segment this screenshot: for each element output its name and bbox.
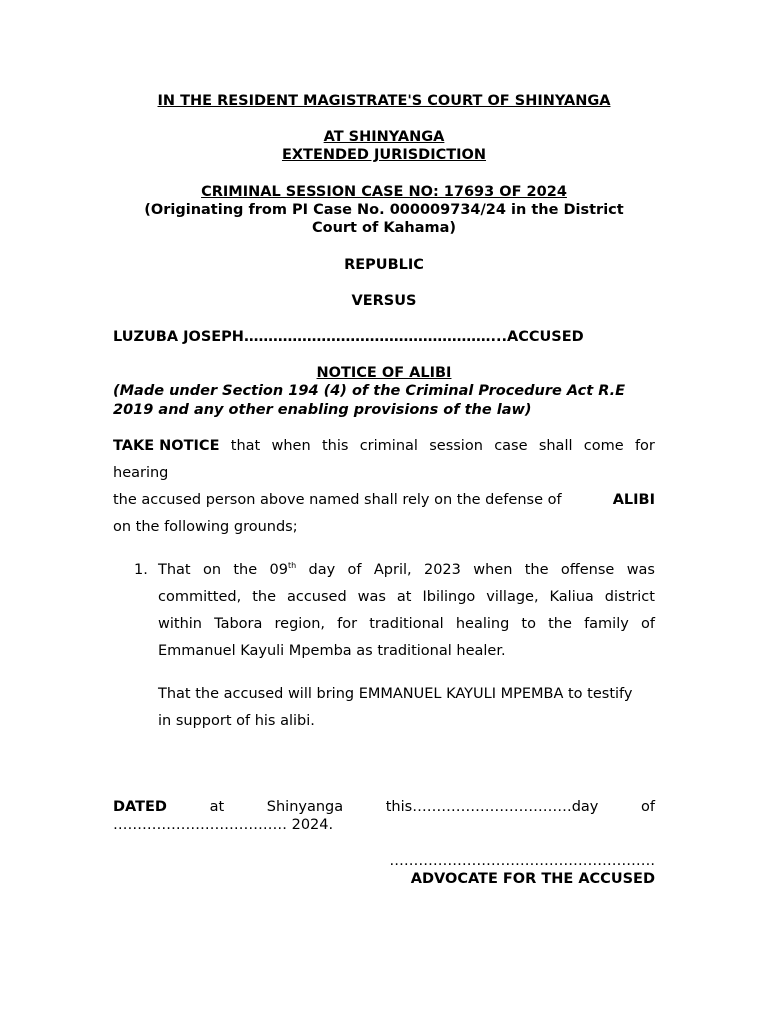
jurisdiction-text: EXTENDED JURISDICTION: [281, 147, 487, 163]
court-title: [113, 92, 655, 110]
accused-dots: …………………………………………….: [243, 329, 496, 345]
ground-line-2-word: at: [396, 589, 412, 605]
ground-line-1-word: the: [524, 562, 549, 578]
ground-line-1-word: of: [347, 562, 362, 578]
take-notice-word: for: [634, 438, 655, 454]
hearing-text: hearing: [113, 465, 169, 481]
signature-dots: ……………………………………………….: [389, 853, 655, 869]
ground-line-3-word: of: [640, 616, 655, 632]
ground-line-2: [158, 588, 655, 606]
signature-label: ADVOCATE FOR THE ACCUSED: [410, 871, 655, 887]
ground-line-1-word: 2023: [423, 562, 461, 578]
dated-word: Shinyanga: [266, 799, 344, 815]
ground-line-1-word: 09th: [269, 561, 297, 578]
case-number: [113, 183, 655, 201]
made-under-line-1: (Made under Section 194 (4) of the Criminal Procedure Act R.E: [113, 383, 626, 399]
court-location: [113, 128, 655, 146]
take-notice-word: session: [429, 438, 483, 454]
made-under-line-2: 2019 and any other enabling provisions of the law): [113, 402, 532, 418]
ground-line-4: Emmanuel Kayuli Mpemba as traditional healer.: [158, 643, 506, 659]
testify-line-1: That the accused will bring EMMANUEL KAYULI MPEMBA to testify: [158, 686, 633, 702]
ground-line-3-word: to: [521, 616, 536, 632]
take-notice-bold: TAKE NOTICE: [113, 438, 220, 454]
ground-line-2-word: accused: [286, 589, 347, 605]
ground-line-1-word: That: [158, 562, 191, 578]
ground-line-3-word: Tabora: [214, 616, 263, 632]
take-notice-word: case: [494, 438, 528, 454]
dated-line: [113, 798, 655, 816]
notice-title: [113, 364, 655, 382]
originating-line-1: (Originating from PI Case No. 000009734/24 in the District: [144, 202, 624, 218]
dated-word: at: [209, 799, 225, 815]
ground-line-1-word: April,: [373, 562, 412, 578]
defense-line: [113, 491, 655, 509]
take-notice-line: [113, 437, 655, 455]
ground-line-1: [158, 561, 655, 579]
ground-line-2-word: Ibilingo: [422, 589, 476, 605]
court-location-text: AT SHINYANGA: [323, 129, 445, 145]
ground-line-1-word: day: [308, 562, 336, 578]
ground-line-3-word: within: [158, 616, 202, 632]
ground-line-2-word: was: [357, 589, 386, 605]
ground-line-1-word: was: [626, 562, 655, 578]
take-notice-word: come: [583, 438, 624, 454]
accused-label: ..ACCUSED: [495, 329, 584, 345]
ground-line-3-word: healing: [455, 616, 510, 632]
notice-title-text: NOTICE OF ALIBI: [316, 365, 452, 381]
alibi-word: ALIBI: [612, 492, 655, 508]
defense-text: the accused person above named shall rely on the defense of: [113, 492, 562, 508]
ground-line-3-word: family: [584, 616, 629, 632]
dated-line-2: ……………………………… 2024.: [113, 817, 334, 833]
ground-line-1-word: the: [233, 562, 258, 578]
ground-line-3: [158, 615, 655, 633]
ground-line-2-word: committed,: [158, 589, 242, 605]
ground-line-3-word: traditional: [369, 616, 444, 632]
party-republic: REPUBLIC: [344, 257, 424, 273]
take-notice-word: shall: [538, 438, 573, 454]
originating-line-2: Court of Kahama): [311, 220, 457, 236]
accused-name: LUZUBA JOSEPH: [113, 329, 244, 345]
take-notice-word: when: [271, 438, 311, 454]
versus-label: VERSUS: [351, 293, 417, 309]
take-notice-word: this: [321, 438, 349, 454]
ground-line-2-word: Kaliua: [549, 589, 594, 605]
take-notice-word: criminal: [359, 438, 418, 454]
ground-line-3-word: for: [337, 616, 358, 632]
ground-number: 1.: [134, 562, 148, 578]
ground-line-1-word: offense: [560, 562, 615, 578]
ground-line-3-word: region,: [274, 616, 325, 632]
take-notice-word: that: [230, 438, 261, 454]
ordinal-superscript: th: [287, 561, 297, 570]
ground-line-2-word: district: [604, 589, 655, 605]
case-number-text: CRIMINAL SESSION CASE NO: 17693 OF 2024: [201, 184, 567, 200]
testify-line-2: in support of his alibi.: [158, 713, 315, 729]
jurisdiction: [113, 146, 655, 164]
dated-word: of: [640, 799, 655, 815]
accused-line: [113, 328, 655, 346]
ground-line-1-word: when: [473, 562, 513, 578]
dated-word: this……………………………day: [385, 799, 599, 815]
court-title-text: IN THE RESIDENT MAGISTRATE'S COURT OF SHINYANGA: [157, 93, 611, 109]
dated-bold: DATED: [113, 799, 167, 815]
grounds-intro: on the following grounds;: [113, 519, 298, 535]
document-page: [113, 0, 655, 1024]
ground-line-1-word: on: [202, 562, 222, 578]
ground-line-3-word: the: [548, 616, 572, 632]
ground-line-2-word: the: [252, 589, 276, 605]
ground-line-2-word: village,: [486, 589, 539, 605]
